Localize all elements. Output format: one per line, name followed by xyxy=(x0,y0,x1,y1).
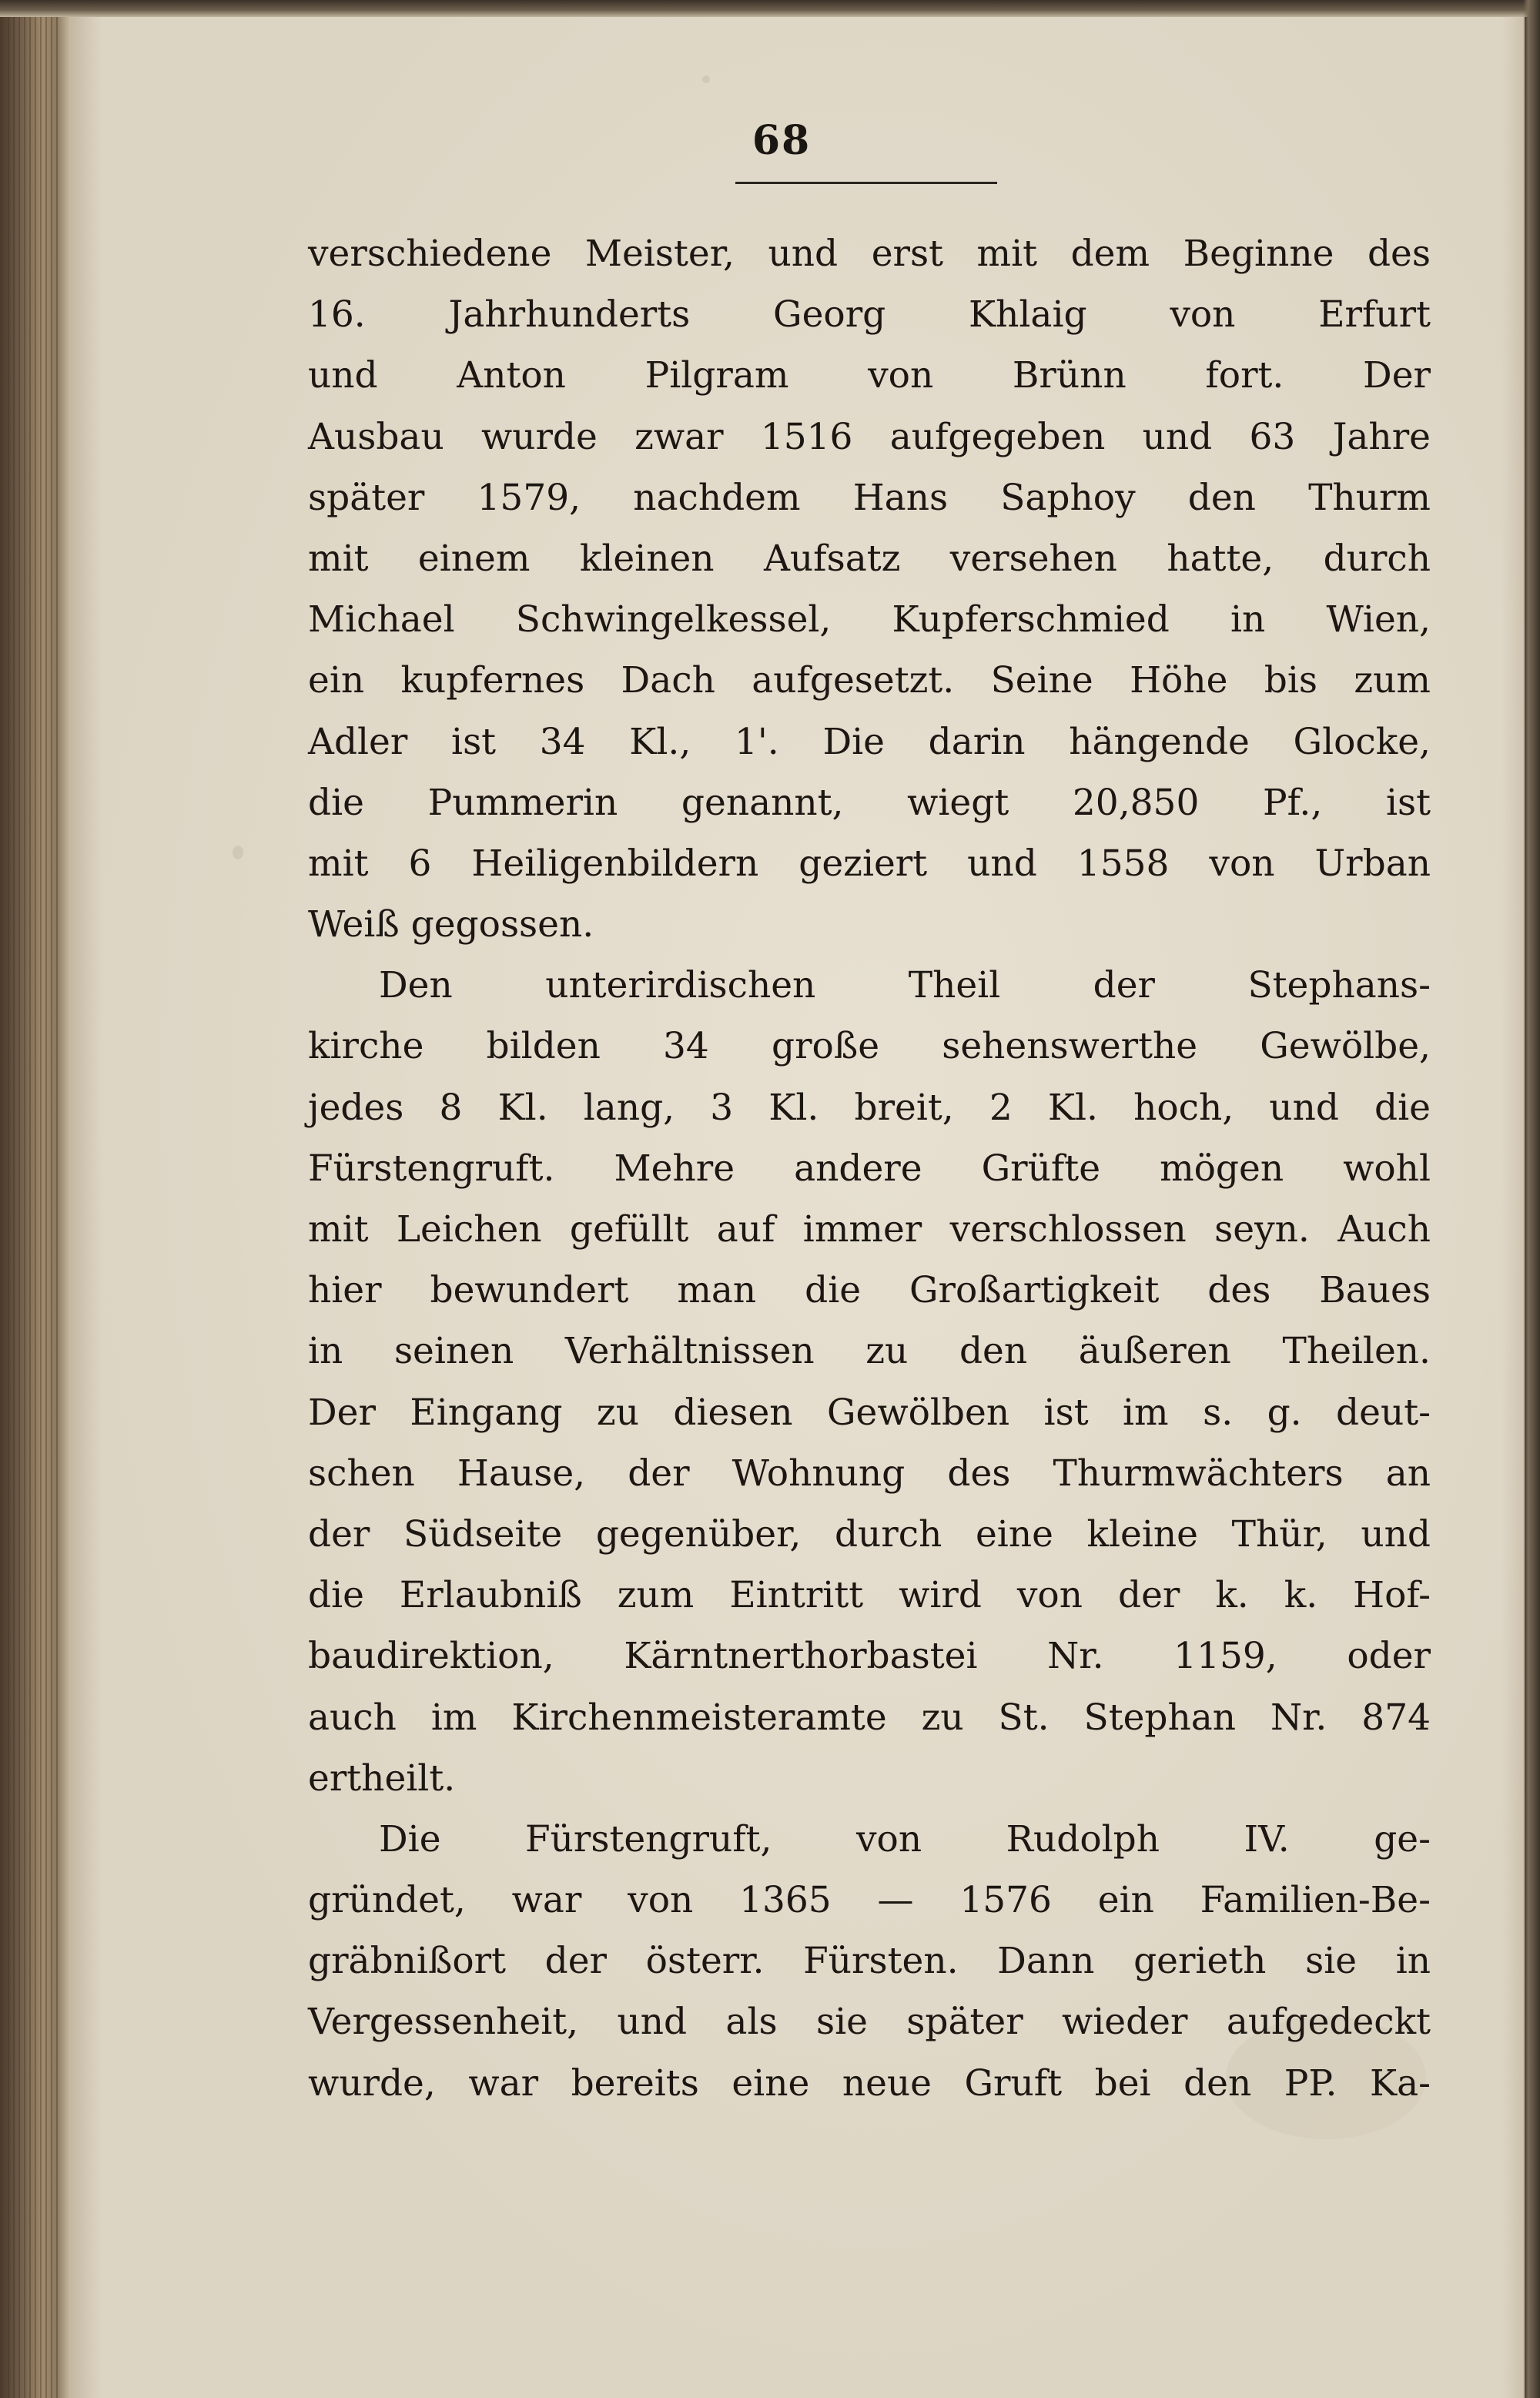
text-line: Fürstengruft. Mehre andere Grüfte mögen wohl xyxy=(308,1147,1431,1190)
text-line: Michael Schwingelkessel, Kupferschmied in Wien, xyxy=(308,598,1431,641)
paper-stain xyxy=(702,75,710,83)
text-line: später 1579, nachdem Hans Saphoy den Thurm xyxy=(308,476,1431,519)
scan-right-edge xyxy=(1523,0,1540,2398)
text-line: kirche bilden 34 große sehenswerthe Gewölbe, xyxy=(308,1025,1431,1068)
text-line: Weiß gegossen. xyxy=(308,903,594,946)
text-line: jedes 8 Kl. lang, 3 Kl. breit, 2 Kl. hoch, und die xyxy=(308,1086,1431,1129)
text-line: baudirektion, Kärntnerthorbastei Nr. 1159, oder xyxy=(308,1635,1431,1678)
body-text xyxy=(308,223,1431,2114)
text-line: wurde, war bereits eine neue Gruft bei den PP. Ka- xyxy=(308,2061,1431,2105)
text-line: Adler ist 34 Kl., 1'. Die darin hängende Glocke, xyxy=(308,720,1431,763)
text-line: gründet, war von 1365 — 1576 ein Familien-Be- xyxy=(308,1879,1431,1922)
text-line: Die Fürstengruft, von Rudolph IV. ge- xyxy=(379,1817,1431,1860)
text-line: der Südseite gegenüber, durch eine kleine Thür, und xyxy=(308,1512,1431,1556)
text-line: die Erlaubniß zum Eintritt wird von der k. k. Hof- xyxy=(308,1574,1431,1617)
text-line: hier bewundert man die Großartigkeit des Baues xyxy=(308,1269,1431,1312)
page-number: 68 xyxy=(752,117,812,164)
text-line: auch im Kirchenmeisteramte zu St. Stephan Nr. 874 xyxy=(308,1696,1431,1739)
book-fore-edge-lines xyxy=(8,0,62,2398)
text-line: und Anton Pilgram von Brünn fort. Der xyxy=(308,354,1431,397)
text-line: die Pummerin genannt, wiegt 20,850 Pf., ist xyxy=(308,781,1431,824)
text-line: mit 6 Heiligenbildern geziert und 1558 von Urban xyxy=(308,842,1431,885)
text-line: Den unterirdischen Theil der Stephans- xyxy=(379,964,1431,1007)
text-line: schen Hause, der Wohnung des Thurmwächters an xyxy=(308,1452,1431,1495)
text-line: Ausbau wurde zwar 1516 aufgegeben und 63 Jahre xyxy=(308,415,1431,458)
text-line: 16. Jahrhunderts Georg Khlaig von Erfurt xyxy=(308,293,1431,337)
text-line: ein kupfernes Dach aufgesetzt. Seine Höhe bis zum xyxy=(308,659,1431,702)
text-line: verschiedene Meister, und erst mit dem Beginne des xyxy=(308,233,1431,275)
text-line: mit Leichen gefüllt auf immer verschlossen seyn. Auch xyxy=(308,1208,1431,1251)
text-line: mit einem kleinen Aufsatz versehen hatte, durch xyxy=(308,537,1431,580)
text-line: Vergessenheit, und als sie später wieder aufgedeckt xyxy=(308,2001,1431,2044)
text-line: in seinen Verhältnissen zu den äußeren Theilen. xyxy=(308,1330,1431,1373)
scan-top-edge xyxy=(0,0,1540,17)
text-line: ertheilt. xyxy=(308,1757,456,1800)
text-line: gräbnißort der österr. Fürsten. Dann gerieth sie in xyxy=(308,1940,1431,1983)
header-rule xyxy=(735,182,997,184)
paper-stain xyxy=(233,846,243,859)
text-line: Der Eingang zu diesen Gewölben ist im s. g. deut- xyxy=(308,1391,1431,1434)
